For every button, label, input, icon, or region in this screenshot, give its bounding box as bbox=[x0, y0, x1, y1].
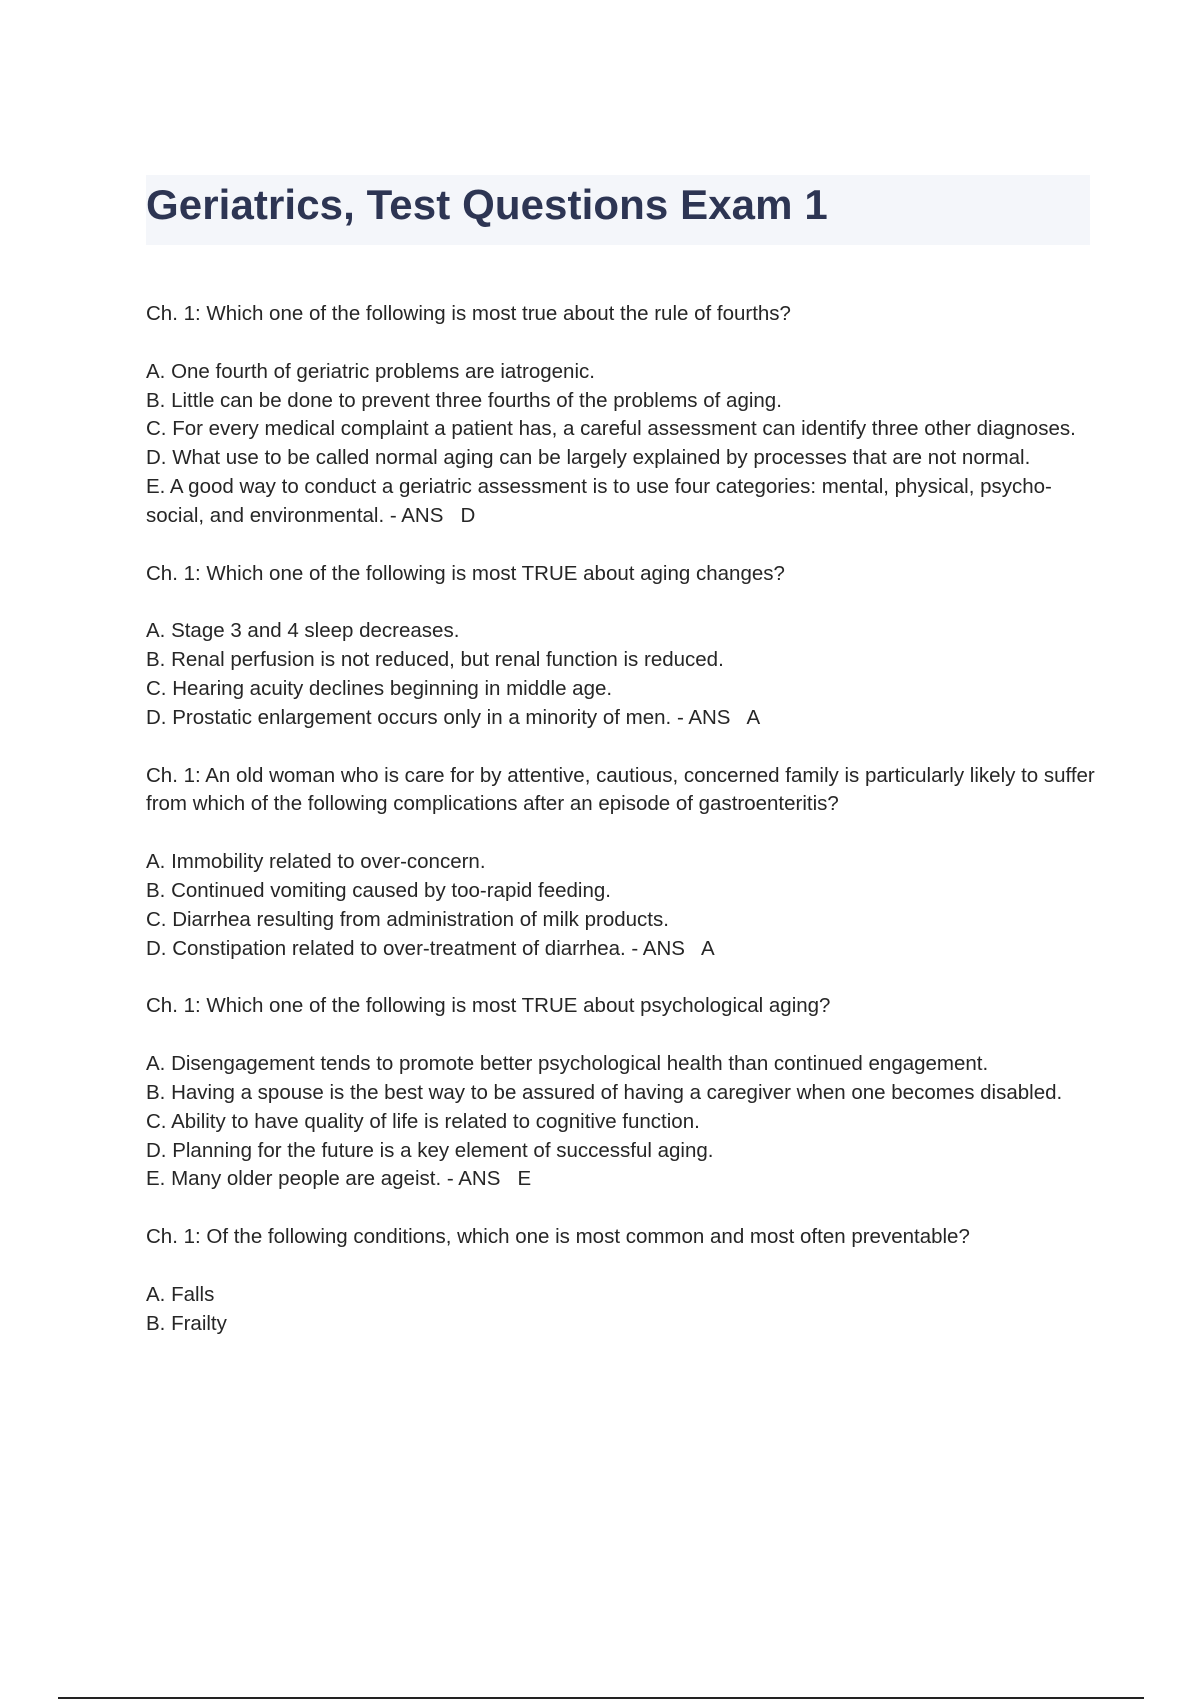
question-list bbox=[146, 300, 1096, 1368]
answer-key: A bbox=[700, 936, 715, 960]
answer-option: A. Stage 3 and 4 sleep decreases. bbox=[146, 619, 460, 643]
answer-option-text: D. Prostatic enlargement occurs only in a minority of men. - ANS bbox=[146, 705, 731, 729]
question-block-4 bbox=[146, 992, 1096, 1194]
answer-option: A. Disengagement tends to promote better psychological health than continued engagement. bbox=[146, 1052, 989, 1076]
answer-options bbox=[146, 1281, 1096, 1339]
question-prompt: Ch. 1: Which one of the following is most TRUE about psychological aging? bbox=[146, 994, 831, 1018]
answer-options bbox=[146, 848, 1096, 963]
answer-option: A. Immobility related to over-concern. bbox=[146, 850, 486, 874]
answer-option-with-key bbox=[146, 935, 1096, 964]
answer-option: D. What use to be called normal aging can be largely explained by processes that are not normal. bbox=[146, 446, 1031, 470]
question-prompt: Ch. 1: An old woman who is care for by attentive, cautious, concerned family is particularly likely to suffer from which of the following complications after an episode of gastroenteritis? bbox=[146, 763, 1095, 816]
question-prompt: Ch. 1: Which one of the following is most true about the rule of fourths? bbox=[146, 302, 791, 325]
title-banner bbox=[146, 175, 1090, 245]
answer-option: C. Diarrhea resulting from administration of milk products. bbox=[146, 907, 669, 931]
answer-option-with-key bbox=[146, 1165, 1096, 1194]
answer-option: C. Ability to have quality of life is related to cognitive function. bbox=[146, 1109, 700, 1133]
document-title: Geriatrics, Test Questions Exam 1 bbox=[146, 181, 828, 228]
question-block-1 bbox=[146, 300, 1096, 531]
answer-option-text: D. Constipation related to over-treatment of diarrhea. - ANS bbox=[146, 936, 685, 960]
answer-option-with-key bbox=[146, 473, 1096, 531]
answer-option: B. Renal perfusion is not reduced, but renal function is reduced. bbox=[146, 648, 724, 672]
answer-option: B. Continued vomiting caused by too-rapid feeding. bbox=[146, 878, 611, 902]
answer-key: E bbox=[517, 1167, 532, 1191]
answer-option: D. Planning for the future is a key element of successful aging. bbox=[146, 1138, 714, 1162]
page-bottom-rule bbox=[58, 1697, 1144, 1699]
question-prompt: Ch. 1: Of the following conditions, which one is most common and most often preventable? bbox=[146, 1225, 970, 1249]
answer-key: D bbox=[460, 503, 476, 527]
question-block-5 bbox=[146, 1223, 1096, 1338]
question-block-2 bbox=[146, 560, 1096, 733]
answer-options bbox=[146, 617, 1096, 732]
answer-option: B. Little can be done to prevent three fourths of the problems of aging. bbox=[146, 388, 782, 412]
answer-option-text: E. Many older people are ageist. - ANS bbox=[146, 1167, 501, 1191]
question-block-3 bbox=[146, 762, 1096, 964]
question-prompt: Ch. 1: Which one of the following is most TRUE about aging changes? bbox=[146, 561, 785, 585]
answer-option: A. One fourth of geriatric problems are iatrogenic. bbox=[146, 359, 595, 383]
answer-option: C. Hearing acuity declines beginning in middle age. bbox=[146, 676, 613, 700]
answer-options bbox=[146, 1050, 1096, 1194]
answer-option-text: E. A good way to conduct a geriatric assessment is to use four categories: mental, physical, psycho-social, and environmental. - ANS bbox=[146, 474, 1052, 527]
answer-option: B. Frailty bbox=[146, 1311, 227, 1335]
answer-option: B. Having a spouse is the best way to be assured of having a caregiver when one becomes disabled. bbox=[146, 1080, 1063, 1104]
answer-option-with-key bbox=[146, 704, 1096, 733]
answer-option: A. Falls bbox=[146, 1282, 215, 1306]
answer-option: C. For every medical complaint a patient has, a careful assessment can identify three other diagnoses. bbox=[146, 417, 1076, 441]
answer-options bbox=[146, 358, 1096, 531]
answer-key: A bbox=[746, 705, 761, 729]
